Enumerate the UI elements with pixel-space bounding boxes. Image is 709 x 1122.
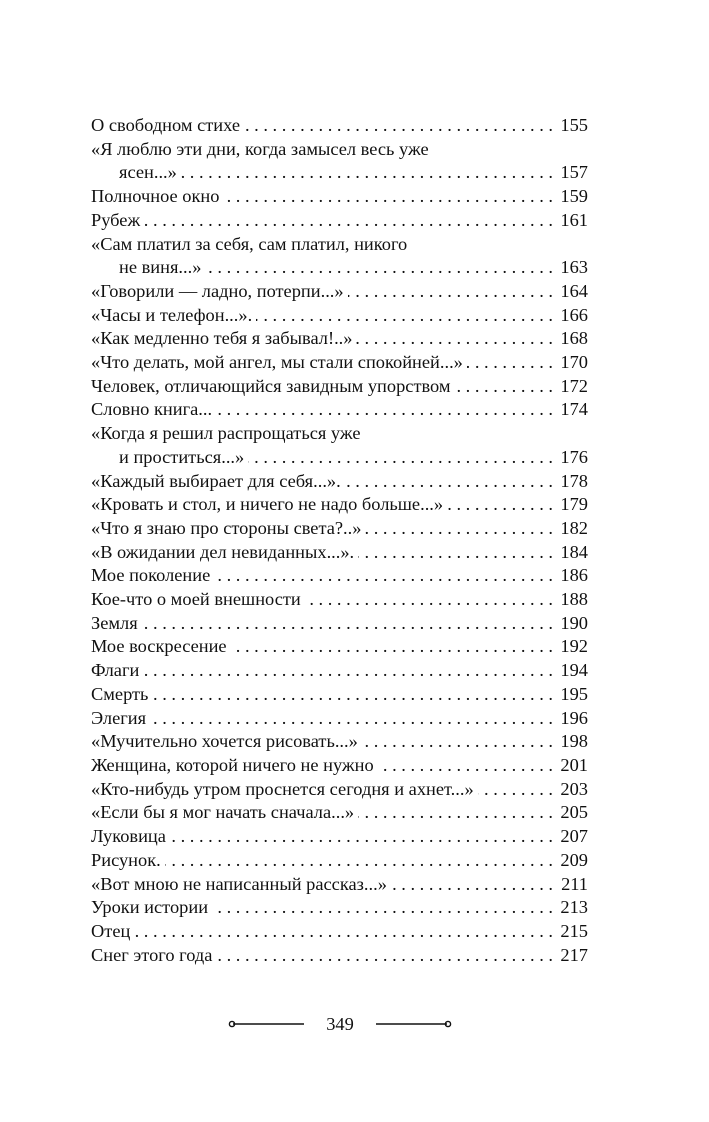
toc-entry-title: «Мучительно хочется рисовать...»	[91, 731, 358, 752]
dot-leader	[358, 541, 553, 565]
toc-entry-page-number: 207	[560, 826, 588, 847]
toc-entry	[91, 422, 588, 469]
toc-entry-line	[91, 588, 588, 612]
dot-leader	[348, 280, 553, 304]
dot-leader	[214, 564, 553, 588]
toc-entry-title: Полночное окно	[91, 186, 220, 207]
toc-entry-line	[91, 801, 588, 825]
toc-entry-page-number: 213	[560, 897, 588, 918]
toc-entry	[91, 470, 588, 494]
dot-leader	[212, 896, 553, 920]
toc-entry-title: «Вот мною не написанный рассказ...»	[91, 873, 387, 894]
toc-entry	[91, 233, 588, 280]
toc-entry-page-number: 190	[560, 612, 588, 633]
toc-entry-line	[91, 280, 588, 304]
toc-entry-line	[91, 683, 588, 707]
toc-entry	[91, 849, 588, 873]
toc-entry-title: Флаги	[91, 660, 140, 681]
toc-entry-title: Рубеж	[91, 209, 141, 230]
toc-entry	[91, 659, 588, 683]
toc-entry-title: «Кровать и стол, и ничего не надо больше...»	[91, 494, 444, 515]
toc-entry-title: «Что делать, мой ангел, мы стали спокойней...»	[91, 352, 463, 373]
toc-entry-title: Земля	[91, 612, 138, 633]
toc-entry-title: Женщина, которой ничего не нужно	[91, 754, 374, 775]
dot-leader	[362, 730, 553, 754]
toc-entry-line	[91, 422, 588, 446]
toc-entry-line	[91, 825, 588, 849]
dot-leader	[134, 920, 553, 944]
toc-entry	[91, 707, 588, 731]
dot-leader	[244, 114, 553, 138]
toc-entry	[91, 114, 588, 138]
toc-entry-page-number: 184	[560, 541, 588, 562]
toc-entry-page-number: 159	[560, 186, 588, 207]
toc-entry-line	[91, 351, 588, 375]
toc-entry-title: Словно книга...	[91, 399, 213, 420]
dot-leader	[391, 873, 553, 897]
dot-leader	[165, 849, 553, 873]
toc-entry-title: Кое-что о моей внешности	[91, 589, 301, 610]
toc-entry-title: «Кто-нибудь утром проснется сегодня и ахнет...»	[91, 778, 474, 799]
toc-entry	[91, 778, 588, 802]
toc-entry-page-number: 188	[560, 589, 588, 610]
toc-entry	[91, 351, 588, 375]
dot-leader	[216, 944, 553, 968]
toc-entry-page-number: 174	[560, 399, 588, 420]
toc-entry	[91, 327, 588, 351]
dot-leader	[365, 517, 553, 541]
toc-entry	[91, 375, 588, 399]
toc-entry	[91, 280, 588, 304]
toc-entry-line	[91, 517, 588, 541]
toc-entry-title: Элегия	[91, 707, 147, 728]
toc-entry-page-number: 176	[560, 446, 588, 467]
toc-entry-line	[91, 398, 588, 422]
toc-entry-page-number: 172	[560, 375, 588, 396]
toc-entry-title: «В ожидании дел невиданных...».	[91, 541, 355, 562]
toc-entry	[91, 493, 588, 517]
toc-entry-line	[91, 327, 588, 351]
toc-entry-page-number: 198	[560, 731, 588, 752]
dot-leader	[152, 683, 553, 707]
toc-entry	[91, 588, 588, 612]
dot-leader	[205, 256, 553, 280]
toc-entry	[91, 209, 588, 233]
toc-entry-page-number: 178	[560, 470, 588, 491]
toc-entry-line	[91, 778, 588, 802]
toc-entry-page-number: 205	[560, 802, 588, 823]
toc-entry-line	[91, 375, 588, 399]
toc-entry	[91, 754, 588, 778]
toc-entry	[91, 138, 588, 185]
toc-entry-page-number: 217	[560, 944, 588, 965]
toc-entry	[91, 517, 588, 541]
dot-leader	[378, 754, 553, 778]
toc-entry-title: Снег этого года	[91, 944, 213, 965]
toc-entry-page-number: 166	[560, 304, 588, 325]
dot-leader	[447, 493, 553, 517]
toc-entry-page-number: 155	[560, 115, 588, 135]
toc-entry-line	[91, 612, 588, 636]
dot-leader	[248, 446, 553, 470]
dot-leader	[150, 707, 553, 731]
toc-entry	[91, 801, 588, 825]
toc-entry-title: не виня...»	[119, 257, 202, 278]
dot-leader	[478, 778, 553, 802]
toc-entry	[91, 944, 588, 968]
toc-entry-title: «Что я знаю про стороны света?..»	[91, 517, 362, 538]
toc-entry-title: «Каждый выбирает для себя...».	[91, 470, 341, 491]
toc-entry-line	[91, 730, 588, 754]
toc-entry-line	[91, 564, 588, 588]
toc-entry-title: и проститься...»	[119, 446, 245, 467]
toc-entry	[91, 304, 588, 328]
right-ornament-rule	[376, 1019, 452, 1029]
toc-entry-page-number: 163	[560, 257, 588, 278]
toc-entry-page-number: 196	[560, 707, 588, 728]
toc-entry	[91, 541, 588, 565]
toc-entry-title: О свободном стихе	[91, 115, 241, 135]
toc-entry-line	[91, 493, 588, 517]
toc-entry-line	[91, 944, 588, 968]
dot-leader	[216, 398, 553, 422]
toc-entry	[91, 730, 588, 754]
left-ornament-rule	[228, 1019, 304, 1029]
toc-entry	[91, 564, 588, 588]
dot-leader	[358, 801, 553, 825]
toc-entry-line	[91, 233, 588, 257]
toc-entry	[91, 825, 588, 849]
toc-entry-line	[91, 635, 588, 659]
toc-entry-page-number: 194	[560, 660, 588, 681]
toc-entry-page-number: 170	[560, 352, 588, 373]
toc-entry-page-number: 203	[560, 778, 588, 799]
dot-leader	[231, 635, 553, 659]
toc-entry-title: «Говорили — ладно, потерпи...»	[91, 280, 344, 301]
toc-entry-line	[91, 920, 588, 944]
toc-entry-continuation-line	[91, 161, 588, 185]
toc-entry-page-number: 195	[560, 683, 588, 704]
toc-entry-page-number: 215	[560, 920, 588, 941]
toc-entry-continuation-line	[91, 256, 588, 280]
toc-entry	[91, 635, 588, 659]
toc-entry	[91, 873, 588, 897]
toc-entry	[91, 398, 588, 422]
toc-entry-title: Мое воскресение	[91, 636, 227, 657]
toc-entry-line	[91, 209, 588, 233]
toc-entry-title: Луковица	[91, 826, 166, 847]
table-of-contents	[91, 114, 588, 967]
page-footer	[228, 1012, 452, 1036]
toc-entry-page-number: 179	[560, 494, 588, 515]
toc-entry-line	[91, 185, 588, 209]
dot-leader	[345, 470, 553, 494]
toc-entry-line	[91, 707, 588, 731]
toc-entry-page-number: 186	[560, 565, 588, 586]
dot-leader	[467, 351, 553, 375]
dot-leader	[356, 327, 553, 351]
toc-entry-page-number: 182	[560, 517, 588, 538]
toc-entry	[91, 920, 588, 944]
toc-entry-title: Человек, отличающийся завидным упорством	[91, 375, 451, 396]
dot-leader	[144, 209, 553, 233]
toc-entry-title: Рисунок.	[91, 849, 161, 870]
toc-entry-title: «Как медленно тебя я забывал!..»	[91, 328, 353, 349]
toc-entry-page-number: 211	[561, 873, 588, 894]
toc-entry-title: Отец	[91, 920, 131, 941]
toc-entry-page-number: 192	[560, 636, 588, 657]
toc-entry-line	[91, 849, 588, 873]
toc-entry-line	[91, 304, 588, 328]
toc-entry-page-number: 157	[560, 162, 588, 183]
toc-entry-title: Смерть	[91, 683, 149, 704]
toc-entry	[91, 896, 588, 920]
toc-entry-line	[91, 114, 588, 138]
toc-entry-page-number: 164	[560, 280, 588, 301]
toc-entry-line	[91, 138, 588, 162]
toc-entry-title: Уроки истории	[91, 897, 209, 918]
toc-entry-page-number: 201	[560, 754, 588, 775]
toc-entry-title: «Сам платил за себя, сам платил, никого	[91, 233, 408, 254]
toc-entry-title: «Если бы я мог начать сначала...»	[91, 802, 355, 823]
toc-entry-line	[91, 659, 588, 683]
toc-entry-line	[91, 896, 588, 920]
toc-entry-line	[91, 754, 588, 778]
toc-entry-page-number: 209	[560, 849, 588, 870]
toc-entry-title: ясен...»	[119, 162, 177, 183]
toc-entry-title: Мое поколение	[91, 565, 211, 586]
toc-entry	[91, 612, 588, 636]
dot-leader	[256, 304, 553, 328]
dot-leader	[143, 659, 553, 683]
toc-entry-line	[91, 541, 588, 565]
toc-entry-page-number: 168	[560, 328, 588, 349]
dot-leader	[181, 161, 553, 185]
toc-entry-line	[91, 873, 588, 897]
toc-entry-title: «Часы и телефон...».	[91, 304, 253, 325]
toc-entry-title: «Я люблю эти дни, когда замысел весь уже	[91, 138, 429, 159]
dot-leader	[170, 825, 553, 849]
dot-leader	[142, 612, 553, 636]
toc-entry	[91, 185, 588, 209]
toc-entry-line	[91, 470, 588, 494]
toc-entry-continuation-line	[91, 446, 588, 470]
toc-entry	[91, 683, 588, 707]
toc-entry-title: «Когда я решил распрощаться уже	[91, 423, 361, 444]
dot-leader	[223, 185, 553, 209]
toc-entry-page-number: 161	[560, 209, 588, 230]
dot-leader	[305, 588, 553, 612]
page-number: 349	[326, 1013, 354, 1034]
dot-leader	[455, 375, 553, 399]
